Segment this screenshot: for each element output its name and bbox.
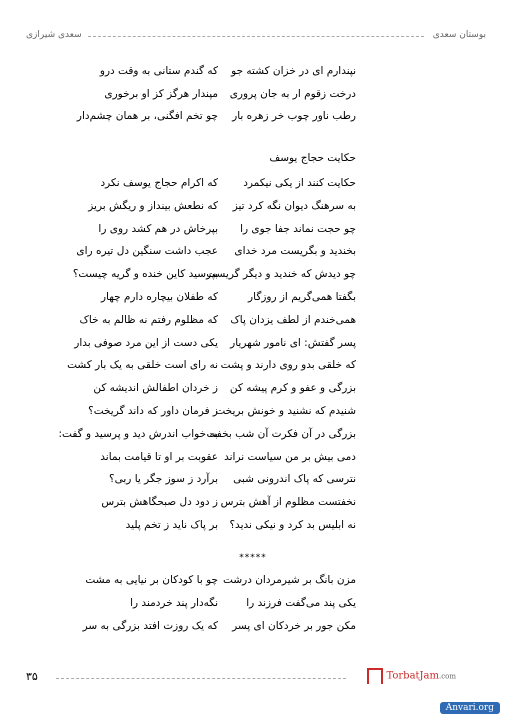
verse-right-hemistich: درخت زقوم ار به جان پروری [229,87,356,100]
verse-right-hemistich: شنیدم که نشنید و خونش بریخت [215,405,356,417]
verse-right-hemistich: همی‌خندم از لطف یزدان پاک [230,313,356,326]
verse-left-hemistich: عقوبت بر او تا قیامت بماند [100,450,218,463]
verse-right-hemistich: چو دیدش که خندید و دیگر گریست [206,268,356,281]
verse-left-hemistich: بر پاک ناید ز تخم پلید [125,519,218,531]
verse-right-hemistich: دمی بیش بر من سیاست نراند [224,450,356,463]
page-number: ۳۵ [26,670,38,683]
verse-left-hemistich: که اکرام حجاج یوسف نکرد [100,177,218,189]
verse-right-hemistich: نترسی که پاک اندرونی شبی [233,473,356,486]
verse-left-hemistich: عجب داشت سنگین دل تیره رای [76,245,218,258]
verse-left-hemistich: نگه‌دار پند خردمند را [130,597,218,609]
verse-left-hemistich: یکی دست از این مرد صوفی بدار [74,336,218,349]
verse-left-hemistich: چو با کودکان بر نیایی به مشت [85,574,218,586]
separator: ***** [239,553,267,563]
verse-left-hemistich: ز دود دل صبحگاهش بترس [101,496,218,509]
verse-left-hemistich: نه رای است خلقی به یک بار کشت [67,359,218,372]
verse-left-hemistich: که نطعش بینداز و ریگش بریز [88,199,218,212]
verse-left-hemistich: ز خردان اطفالش اندیشه کن [93,382,218,395]
verse-left-hemistich: به خواب اندرش دید و پرسید و گفت: [58,427,218,440]
verse-right-hemistich: پسر گفتش: ای نامور شهریار [230,336,356,349]
verse-right-hemistich: به سرهنگ دیوان نگه کرد تیز [232,199,356,212]
verse-right-hemistich: نه ابلیس بد کرد و نیکی ندید؟ [229,519,356,531]
footer-divider [56,678,346,679]
site-logo[interactable] [367,668,456,684]
verse-right-hemistich: یکی پند می‌گفت فرزند را [246,597,356,609]
verse-right-hemistich: بزرگی و عفو و کرم پیشه کن [229,382,356,395]
verse-right-hemistich: بخندید و بگریست مرد خدای [234,245,356,258]
section-title: حکایت حجاج یوسف [269,152,356,164]
verse-right-hemistich: مکن جور بر خردکان ای پسر [232,620,356,632]
verse-right-hemistich: بزرگی در آن فکرت آن شب بخفت [206,427,356,440]
verse-right-hemistich: چو حجت نماند جفا جوی را [240,222,356,235]
page-footer [26,668,486,688]
verse-left-hemistich: که گندم ستانی به وقت درو [99,65,218,77]
watermark: Anvari.org [440,702,500,714]
header-book-title: بوستان سعدی [432,30,486,40]
verse-left-hemistich: بپرسید کاین خنده و گریه چیست؟ [72,268,218,281]
logo-suffix: .com [439,672,456,681]
verse-left-hemistich: که مظلوم رفتم نه ظالم به خاک [79,313,218,326]
verse-right-hemistich: حکایت کنند از یکی نیکمرد [243,177,356,189]
verse-right-hemistich: که خلقی بدو روی دارند و پشت [220,359,356,372]
verse-left-hemistich: بپرخاش در هم کشد روی را [98,222,218,235]
verse-left-hemistich: ز فرمان داور که داند گریخت؟ [88,405,218,417]
verse-right-hemistich: رطب ناور چوب خر زهره بار [232,110,356,122]
verse-right-hemistich: نخفتست مظلوم از آهش بترس [220,496,356,509]
verse-left-hemistich: که یک روزت افتد بزرگی به سر [82,620,218,632]
verse-left-hemistich: که طفلان بیچاره دارم چهار [100,291,218,303]
verse-right-hemistich: نپندارم ای در خزان کشته جو [231,65,356,77]
page-header [26,30,486,44]
verse-left-hemistich: مپندار هرگز کز او برخوری [104,87,218,100]
logo-icon [367,668,383,684]
verse-left-hemistich: برآرد ز سوز جگر یا ربی؟ [109,473,218,486]
header-divider [88,36,424,37]
header-author: سعدی شیرازی [26,30,82,40]
logo-text: TorbatJam [386,670,439,682]
verse-right-hemistich: بگفتا همی‌گریم از روزگار [248,291,356,303]
verse-left-hemistich: چو تخم افگنی، بر همان چشم‌دار [76,110,218,122]
verse-right-hemistich: مزن بانگ بر شیرمردان درشت [223,574,356,586]
